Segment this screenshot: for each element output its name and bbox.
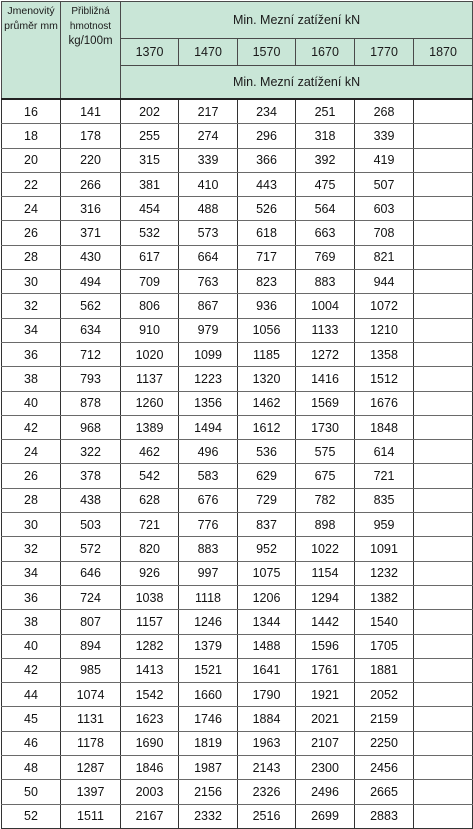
load-1670-cell: 475 <box>296 172 355 196</box>
empty-cell <box>414 561 473 585</box>
load-1470-cell: 583 <box>179 464 238 488</box>
load-1670-cell: 898 <box>296 513 355 537</box>
diameter-cell: 34 <box>2 318 61 342</box>
load-1670-cell: 2021 <box>296 707 355 731</box>
load-1670-cell: 769 <box>296 245 355 269</box>
weight-cell: 878 <box>61 391 121 415</box>
load-1670-cell: 1133 <box>296 318 355 342</box>
diameter-cell: 38 <box>2 610 61 634</box>
load-group-title: Min. Mezní zatížení kN <box>121 2 473 39</box>
load-1770-cell: 1848 <box>355 415 414 439</box>
load-1770-cell: 1676 <box>355 391 414 415</box>
diameter-cell: 16 <box>2 99 61 124</box>
diameter-cell: 36 <box>2 585 61 609</box>
load-1470-cell: 488 <box>179 197 238 221</box>
table-row <box>2 610 473 634</box>
empty-cell <box>414 780 473 804</box>
load-1670-cell: 318 <box>296 124 355 148</box>
table-row <box>2 658 473 682</box>
load-1770-cell: 835 <box>355 488 414 512</box>
weight-cell: 1178 <box>61 731 121 755</box>
grade-header-cell: 1370 <box>121 39 179 66</box>
empty-cell <box>414 683 473 707</box>
load-1370-cell: 532 <box>121 221 179 245</box>
load-1770-cell: 1232 <box>355 561 414 585</box>
weight-cell: 430 <box>61 245 121 269</box>
table-row <box>2 488 473 512</box>
weight-cell: 266 <box>61 172 121 196</box>
load-1470-cell: 1118 <box>179 585 238 609</box>
load-1570-cell: 837 <box>238 513 296 537</box>
load-1670-cell: 1921 <box>296 683 355 707</box>
load-1670-cell: 1761 <box>296 658 355 682</box>
load-1670-cell: 1022 <box>296 537 355 561</box>
load-1770-cell: 708 <box>355 221 414 245</box>
empty-cell <box>414 270 473 294</box>
load-1770-cell: 2456 <box>355 756 414 780</box>
load-1670-cell: 663 <box>296 221 355 245</box>
table-row <box>2 707 473 731</box>
load-1370-cell: 628 <box>121 488 179 512</box>
table-row <box>2 391 473 415</box>
weight-cell: 572 <box>61 537 121 561</box>
load-1470-cell: 883 <box>179 537 238 561</box>
empty-cell <box>414 294 473 318</box>
load-1570-cell: 717 <box>238 245 296 269</box>
load-1370-cell: 2167 <box>121 804 179 828</box>
weight-column-header <box>61 2 121 100</box>
empty-cell <box>414 756 473 780</box>
table-row <box>2 270 473 294</box>
load-1770-cell: 339 <box>355 124 414 148</box>
table-row <box>2 124 473 148</box>
load-1570-cell: 1462 <box>238 391 296 415</box>
table-row <box>2 731 473 755</box>
load-1770-cell: 2883 <box>355 804 414 828</box>
empty-cell <box>414 415 473 439</box>
load-1570-cell: 823 <box>238 270 296 294</box>
weight-cell: 1511 <box>61 804 121 828</box>
weight-cell: 141 <box>61 99 121 124</box>
table-row <box>2 804 473 828</box>
load-1670-cell: 2300 <box>296 756 355 780</box>
load-1470-cell: 1223 <box>179 367 238 391</box>
load-1770-cell: 1540 <box>355 610 414 634</box>
load-1370-cell: 462 <box>121 440 179 464</box>
load-1470-cell: 1819 <box>179 731 238 755</box>
empty-cell <box>414 367 473 391</box>
diameter-cell: 32 <box>2 294 61 318</box>
weight-cell: 646 <box>61 561 121 585</box>
weight-cell: 1074 <box>61 683 121 707</box>
load-1770-cell: 268 <box>355 99 414 124</box>
load-1370-cell: 542 <box>121 464 179 488</box>
load-1770-cell: 721 <box>355 464 414 488</box>
diameter-cell: 22 <box>2 172 61 196</box>
diameter-cell: 42 <box>2 415 61 439</box>
weight-cell: 634 <box>61 318 121 342</box>
empty-cell <box>414 488 473 512</box>
table-row <box>2 197 473 221</box>
load-1470-cell: 339 <box>179 148 238 172</box>
load-1370-cell: 202 <box>121 99 179 124</box>
weight-cell: 220 <box>61 148 121 172</box>
diameter-cell: 44 <box>2 683 61 707</box>
load-1670-cell: 1272 <box>296 342 355 366</box>
table-row <box>2 464 473 488</box>
weight-cell: 438 <box>61 488 121 512</box>
load-1470-cell: 573 <box>179 221 238 245</box>
load-1470-cell: 496 <box>179 440 238 464</box>
load-1470-cell: 1246 <box>179 610 238 634</box>
load-1370-cell: 381 <box>121 172 179 196</box>
weight-header-line2: hmotnost <box>69 21 112 32</box>
load-1470-cell: 2332 <box>179 804 238 828</box>
load-1470-cell: 2156 <box>179 780 238 804</box>
load-1370-cell: 1260 <box>121 391 179 415</box>
weight-cell: 503 <box>61 513 121 537</box>
weight-cell: 985 <box>61 658 121 682</box>
load-1570-cell: 1075 <box>238 561 296 585</box>
load-1770-cell: 1512 <box>355 367 414 391</box>
load-1670-cell: 392 <box>296 148 355 172</box>
table-body <box>2 99 473 828</box>
weight-cell: 316 <box>61 197 121 221</box>
load-1670-cell: 575 <box>296 440 355 464</box>
diameter-cell: 18 <box>2 124 61 148</box>
load-1370-cell: 1157 <box>121 610 179 634</box>
load-1670-cell: 1154 <box>296 561 355 585</box>
table-row <box>2 172 473 196</box>
load-1770-cell: 419 <box>355 148 414 172</box>
load-1370-cell: 806 <box>121 294 179 318</box>
diameter-cell: 24 <box>2 440 61 464</box>
weight-cell: 1131 <box>61 707 121 731</box>
load-1670-cell: 251 <box>296 99 355 124</box>
weight-cell: 712 <box>61 342 121 366</box>
load-1570-cell: 526 <box>238 197 296 221</box>
load-1370-cell: 1690 <box>121 731 179 755</box>
load-1570-cell: 296 <box>238 124 296 148</box>
load-1570-cell: 1790 <box>238 683 296 707</box>
load-1770-cell: 1091 <box>355 537 414 561</box>
empty-cell <box>414 634 473 658</box>
load-1570-cell: 1320 <box>238 367 296 391</box>
load-1770-cell: 2250 <box>355 731 414 755</box>
empty-cell <box>414 707 473 731</box>
load-1570-cell: 1056 <box>238 318 296 342</box>
load-1570-cell: 366 <box>238 148 296 172</box>
load-1570-cell: 2326 <box>238 780 296 804</box>
empty-cell <box>414 148 473 172</box>
load-1570-cell: 1206 <box>238 585 296 609</box>
load-1370-cell: 617 <box>121 245 179 269</box>
weight-cell: 807 <box>61 610 121 634</box>
load-1570-cell: 1488 <box>238 634 296 658</box>
load-1470-cell: 1987 <box>179 756 238 780</box>
load-1370-cell: 2003 <box>121 780 179 804</box>
load-1770-cell: 2665 <box>355 780 414 804</box>
diameter-cell: 32 <box>2 537 61 561</box>
load-1370-cell: 910 <box>121 318 179 342</box>
load-1370-cell: 1137 <box>121 367 179 391</box>
load-1670-cell: 1416 <box>296 367 355 391</box>
load-1770-cell: 1358 <box>355 342 414 366</box>
table-row <box>2 440 473 464</box>
table-row <box>2 148 473 172</box>
load-1370-cell: 709 <box>121 270 179 294</box>
load-1470-cell: 867 <box>179 294 238 318</box>
diameter-cell: 42 <box>2 658 61 682</box>
load-1570-cell: 936 <box>238 294 296 318</box>
load-1570-cell: 1884 <box>238 707 296 731</box>
weight-header-line3: kg/100m <box>68 35 113 47</box>
weight-cell: 793 <box>61 367 121 391</box>
diameter-header-line2: průměr mm <box>4 20 58 32</box>
load-1370-cell: 820 <box>121 537 179 561</box>
empty-cell <box>414 513 473 537</box>
table-row <box>2 318 473 342</box>
load-1470-cell: 217 <box>179 99 238 124</box>
empty-cell <box>414 610 473 634</box>
diameter-column-header <box>2 2 61 100</box>
diameter-cell: 38 <box>2 367 61 391</box>
load-1770-cell: 821 <box>355 245 414 269</box>
load-1470-cell: 1660 <box>179 683 238 707</box>
grade-header-cell: 1870 <box>414 39 473 66</box>
weight-cell: 562 <box>61 294 121 318</box>
load-1570-cell: 1641 <box>238 658 296 682</box>
empty-cell <box>414 197 473 221</box>
load-1370-cell: 454 <box>121 197 179 221</box>
load-1770-cell: 944 <box>355 270 414 294</box>
grade-header-cell: 1570 <box>238 39 296 66</box>
load-1570-cell: 1612 <box>238 415 296 439</box>
load-1370-cell: 315 <box>121 148 179 172</box>
load-1370-cell: 926 <box>121 561 179 585</box>
load-1370-cell: 1282 <box>121 634 179 658</box>
empty-cell <box>414 731 473 755</box>
breaking-load-table <box>1 1 473 829</box>
load-1470-cell: 997 <box>179 561 238 585</box>
load-1470-cell: 676 <box>179 488 238 512</box>
weight-header-line1: Přibližná <box>71 6 110 17</box>
load-1770-cell: 603 <box>355 197 414 221</box>
empty-cell <box>414 804 473 828</box>
table-row <box>2 780 473 804</box>
load-1770-cell: 1210 <box>355 318 414 342</box>
load-1370-cell: 1413 <box>121 658 179 682</box>
table-row <box>2 415 473 439</box>
load-1570-cell: 536 <box>238 440 296 464</box>
diameter-cell: 30 <box>2 513 61 537</box>
empty-cell <box>414 99 473 124</box>
load-1670-cell: 2699 <box>296 804 355 828</box>
load-1470-cell: 1379 <box>179 634 238 658</box>
diameter-cell: 45 <box>2 707 61 731</box>
table-row <box>2 537 473 561</box>
diameter-cell: 26 <box>2 221 61 245</box>
empty-cell <box>414 391 473 415</box>
table-row <box>2 294 473 318</box>
empty-cell <box>414 585 473 609</box>
load-1670-cell: 2496 <box>296 780 355 804</box>
load-1670-cell: 1730 <box>296 415 355 439</box>
load-1470-cell: 664 <box>179 245 238 269</box>
weight-cell: 371 <box>61 221 121 245</box>
load-1770-cell: 1382 <box>355 585 414 609</box>
weight-cell: 178 <box>61 124 121 148</box>
load-1670-cell: 1569 <box>296 391 355 415</box>
diameter-cell: 20 <box>2 148 61 172</box>
empty-cell <box>414 537 473 561</box>
load-1370-cell: 1020 <box>121 342 179 366</box>
load-1370-cell: 1846 <box>121 756 179 780</box>
table-row <box>2 245 473 269</box>
diameter-cell: 30 <box>2 270 61 294</box>
table-row <box>2 221 473 245</box>
load-1670-cell: 1596 <box>296 634 355 658</box>
load-1570-cell: 1344 <box>238 610 296 634</box>
load-1670-cell: 883 <box>296 270 355 294</box>
diameter-cell: 34 <box>2 561 61 585</box>
grade-header-cell: 1670 <box>296 39 355 66</box>
diameter-cell: 46 <box>2 731 61 755</box>
load-1470-cell: 1521 <box>179 658 238 682</box>
table-row <box>2 367 473 391</box>
table-row <box>2 342 473 366</box>
load-1770-cell: 507 <box>355 172 414 196</box>
load-1570-cell: 629 <box>238 464 296 488</box>
load-1470-cell: 1746 <box>179 707 238 731</box>
diameter-cell: 36 <box>2 342 61 366</box>
empty-cell <box>414 172 473 196</box>
diameter-cell: 48 <box>2 756 61 780</box>
weight-cell: 968 <box>61 415 121 439</box>
load-1470-cell: 1494 <box>179 415 238 439</box>
diameter-cell: 50 <box>2 780 61 804</box>
empty-cell <box>414 221 473 245</box>
weight-cell: 494 <box>61 270 121 294</box>
load-1570-cell: 1185 <box>238 342 296 366</box>
load-1570-cell: 234 <box>238 99 296 124</box>
load-1570-cell: 2516 <box>238 804 296 828</box>
load-1770-cell: 1072 <box>355 294 414 318</box>
load-1670-cell: 1004 <box>296 294 355 318</box>
load-1570-cell: 618 <box>238 221 296 245</box>
load-1570-cell: 2143 <box>238 756 296 780</box>
load-1370-cell: 255 <box>121 124 179 148</box>
diameter-cell: 40 <box>2 634 61 658</box>
empty-cell <box>414 440 473 464</box>
load-1470-cell: 763 <box>179 270 238 294</box>
load-1770-cell: 614 <box>355 440 414 464</box>
diameter-cell: 26 <box>2 464 61 488</box>
weight-cell: 894 <box>61 634 121 658</box>
diameter-cell: 40 <box>2 391 61 415</box>
grade-header-cell: 1470 <box>179 39 238 66</box>
weight-cell: 1287 <box>61 756 121 780</box>
load-1770-cell: 2159 <box>355 707 414 731</box>
load-1770-cell: 2052 <box>355 683 414 707</box>
load-1370-cell: 1623 <box>121 707 179 731</box>
load-1570-cell: 443 <box>238 172 296 196</box>
load-1570-cell: 1963 <box>238 731 296 755</box>
load-group-subtitle: Min. Mezní zatížení kN <box>121 66 473 100</box>
table-row <box>2 683 473 707</box>
empty-cell <box>414 342 473 366</box>
load-1370-cell: 1542 <box>121 683 179 707</box>
load-1470-cell: 1356 <box>179 391 238 415</box>
load-1370-cell: 721 <box>121 513 179 537</box>
load-1470-cell: 1099 <box>179 342 238 366</box>
load-1670-cell: 782 <box>296 488 355 512</box>
empty-cell <box>414 318 473 342</box>
weight-cell: 1397 <box>61 780 121 804</box>
load-1670-cell: 675 <box>296 464 355 488</box>
empty-cell <box>414 245 473 269</box>
table-row <box>2 756 473 780</box>
load-1470-cell: 979 <box>179 318 238 342</box>
diameter-header-line1: Jmenovitý <box>7 5 55 17</box>
load-1670-cell: 564 <box>296 197 355 221</box>
empty-cell <box>414 658 473 682</box>
diameter-cell: 28 <box>2 488 61 512</box>
load-1370-cell: 1389 <box>121 415 179 439</box>
empty-cell <box>414 464 473 488</box>
table-header <box>2 2 473 100</box>
load-1670-cell: 2107 <box>296 731 355 755</box>
table-row <box>2 513 473 537</box>
table-row <box>2 99 473 124</box>
diameter-cell: 24 <box>2 197 61 221</box>
table-row <box>2 634 473 658</box>
diameter-cell: 28 <box>2 245 61 269</box>
load-1470-cell: 274 <box>179 124 238 148</box>
weight-cell: 378 <box>61 464 121 488</box>
load-1670-cell: 1442 <box>296 610 355 634</box>
load-1770-cell: 1705 <box>355 634 414 658</box>
weight-cell: 322 <box>61 440 121 464</box>
load-1370-cell: 1038 <box>121 585 179 609</box>
empty-cell <box>414 124 473 148</box>
load-1670-cell: 1294 <box>296 585 355 609</box>
grade-header-cell: 1770 <box>355 39 414 66</box>
load-1470-cell: 410 <box>179 172 238 196</box>
diameter-cell: 52 <box>2 804 61 828</box>
weight-cell: 724 <box>61 585 121 609</box>
load-1570-cell: 952 <box>238 537 296 561</box>
load-1570-cell: 729 <box>238 488 296 512</box>
table-row <box>2 561 473 585</box>
load-1470-cell: 776 <box>179 513 238 537</box>
load-1770-cell: 1881 <box>355 658 414 682</box>
load-1770-cell: 959 <box>355 513 414 537</box>
table-row <box>2 585 473 609</box>
